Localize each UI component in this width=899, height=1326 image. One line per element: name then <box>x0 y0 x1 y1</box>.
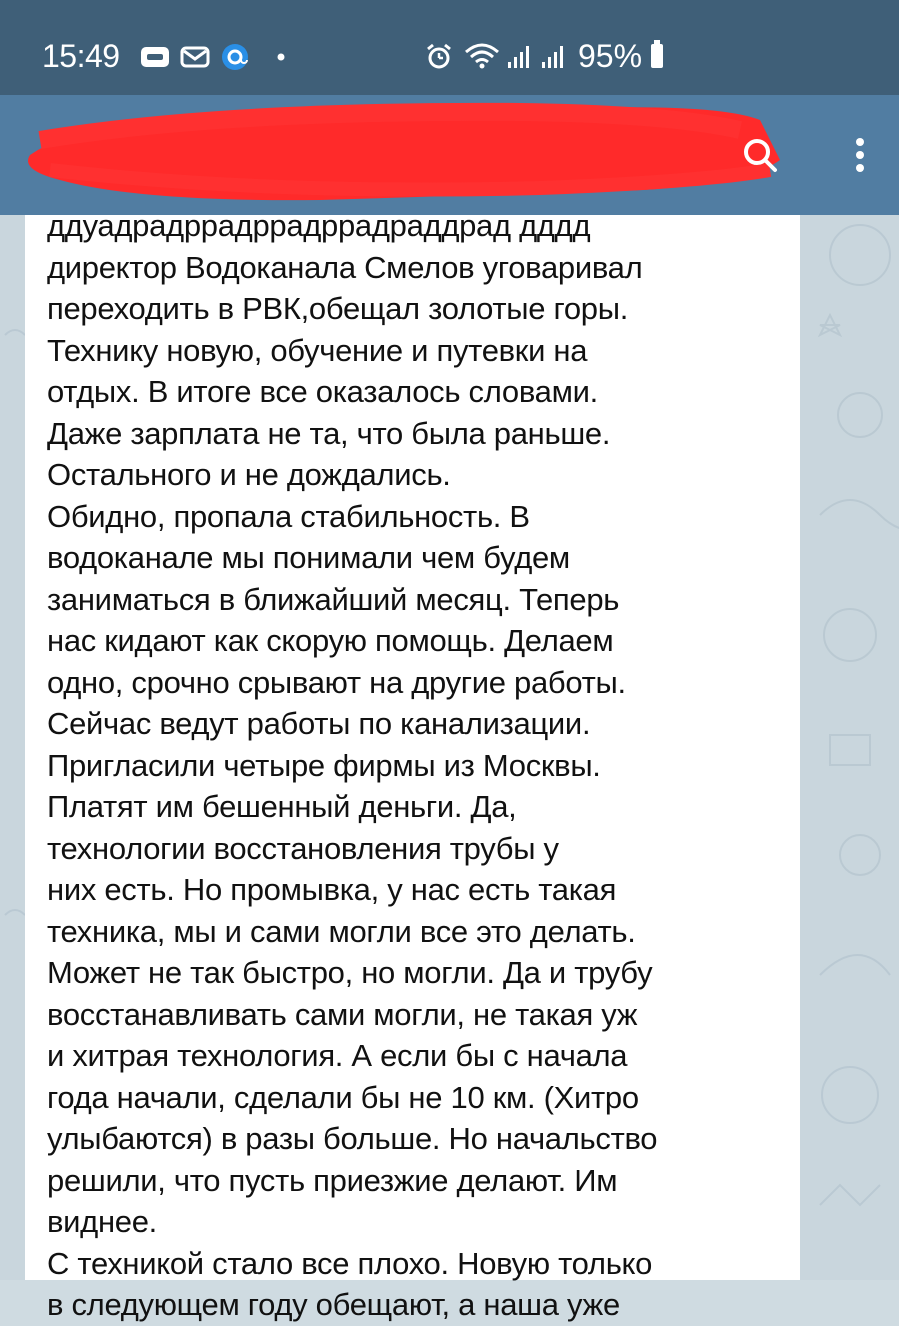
wifi-icon <box>464 40 500 70</box>
redaction-scribble <box>20 100 790 205</box>
more-vert-icon[interactable] <box>840 130 880 180</box>
status-bar <box>0 0 899 95</box>
status-time: 15:49 <box>42 38 120 74</box>
notification-icons <box>140 42 288 72</box>
message-icon <box>140 45 170 69</box>
search-icon[interactable] <box>735 130 785 180</box>
battery-percent: 95% <box>578 38 643 74</box>
message-text: ддуадрадррадррадррадраддрад дддд директор Водоканала Смелов уговаривал переходить в РВК,обещал золотые горы. Технику новую, обучение и путевки на отдых. В итоге все оказалось словами. Даже зарплата не та, что была раньше. Остального и не дождались. Обидно, пропала стабильность. В водоканале мы понимали чем будем заниматься в ближайший месяц. Теперь нас кидают как скорую помощь. Делаем одно, срочно срывают на другие работы. Сейчас ведут работы по канализации. Пригласили четыре фирмы из Москвы. Платят им бешенный деньги. Да, технологии восстановления трубы у них есть. Но промывка, у нас есть такая техника, мы и сами могли все это делать. Может не так быстро, но могли. Да и трубу восстанавливать сами могли, не такая уж и хитрая технология. А если бы с начала года начали, сделали бы не 10 км. (Хитро улыбаются) в разы больше. Но начальство решили, что пусть приезжие делают. Им виднее. С техникой стало все плохо. Новую только в следующем году обещают, а наша уже <box>47 208 658 1322</box>
dot-icon <box>274 50 288 64</box>
signal-icon <box>540 44 566 70</box>
mail-icon <box>180 45 210 69</box>
at-icon <box>220 42 250 72</box>
signal-icon <box>506 44 532 70</box>
message-bubble[interactable] <box>25 208 800 1322</box>
battery-icon <box>651 44 663 68</box>
alarm-icon <box>425 43 453 71</box>
